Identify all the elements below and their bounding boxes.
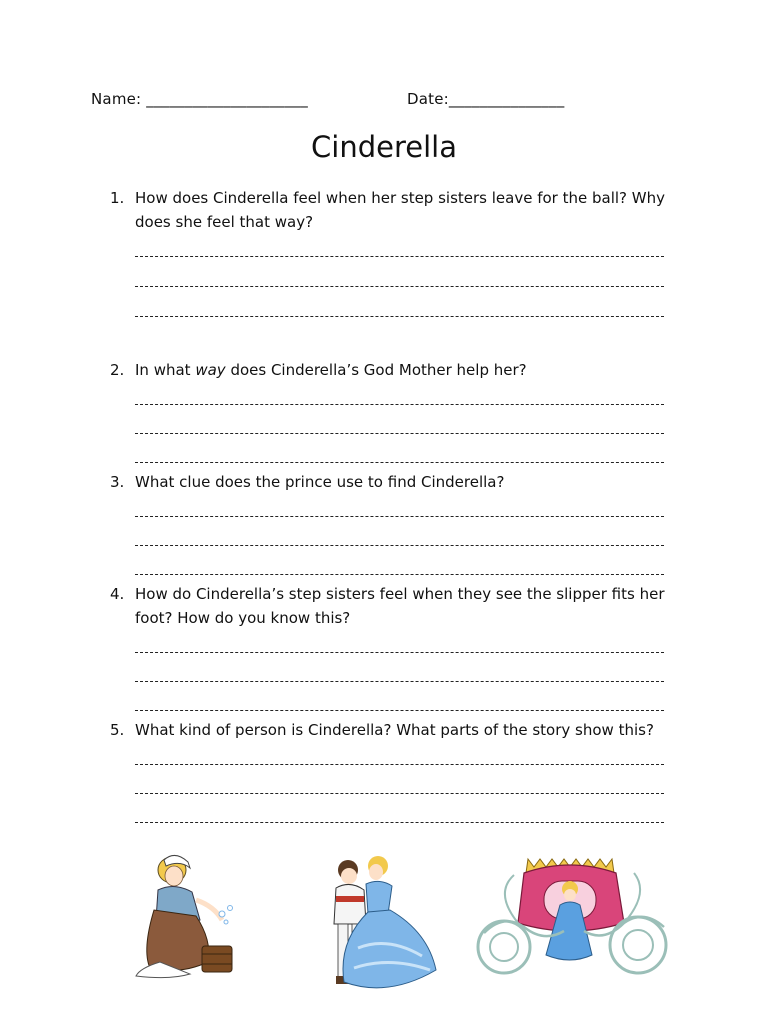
- answer-line[interactable]: [135, 710, 664, 711]
- answer-line[interactable]: [135, 433, 664, 434]
- question-number: 3.: [110, 473, 125, 491]
- cinderella-scrubbing-icon: [130, 850, 242, 985]
- question-3: [110, 470, 690, 494]
- question-number: 2.: [110, 361, 125, 379]
- answer-line[interactable]: [135, 516, 664, 517]
- answer-line[interactable]: [135, 652, 664, 653]
- answer-line[interactable]: [135, 822, 664, 823]
- question-4: [110, 582, 690, 630]
- answer-line[interactable]: [135, 462, 664, 463]
- emphasized-word: way: [195, 361, 226, 379]
- question-text: How do Cinderella’s step sisters feel when they see the slipper fits her foot? How do you know this?: [135, 585, 665, 627]
- question-number: 1.: [110, 189, 125, 207]
- answer-line[interactable]: [135, 404, 664, 405]
- cinderella-dancing-with-prince-icon: [318, 852, 443, 997]
- name-field-label: Name: _____________________: [91, 90, 308, 108]
- answer-line[interactable]: [135, 545, 664, 546]
- question-1: [110, 186, 690, 234]
- question-text: How does Cinderella feel when her step sisters leave for the ball? Why does she feel that way?: [135, 189, 665, 231]
- answer-line[interactable]: [135, 256, 664, 257]
- cinderella-carriage-icon: [474, 853, 674, 983]
- date-field-label: Date:_______________: [407, 90, 565, 108]
- answer-line[interactable]: [135, 316, 664, 317]
- question-2: [110, 358, 690, 382]
- question-text: In what way does Cinderella’s God Mother help her?: [135, 361, 527, 379]
- answer-line[interactable]: [135, 574, 664, 575]
- answer-line[interactable]: [135, 793, 664, 794]
- worksheet-title: Cinderella: [311, 130, 457, 164]
- question-number: 5.: [110, 721, 125, 739]
- answer-line[interactable]: [135, 681, 664, 682]
- question-text: What clue does the prince use to find Cinderella?: [135, 473, 505, 491]
- question-5: [110, 718, 690, 742]
- question-number: 4.: [110, 585, 125, 603]
- answer-line[interactable]: [135, 764, 664, 765]
- question-text: What kind of person is Cinderella? What parts of the story show this?: [135, 721, 654, 739]
- answer-line[interactable]: [135, 286, 664, 287]
